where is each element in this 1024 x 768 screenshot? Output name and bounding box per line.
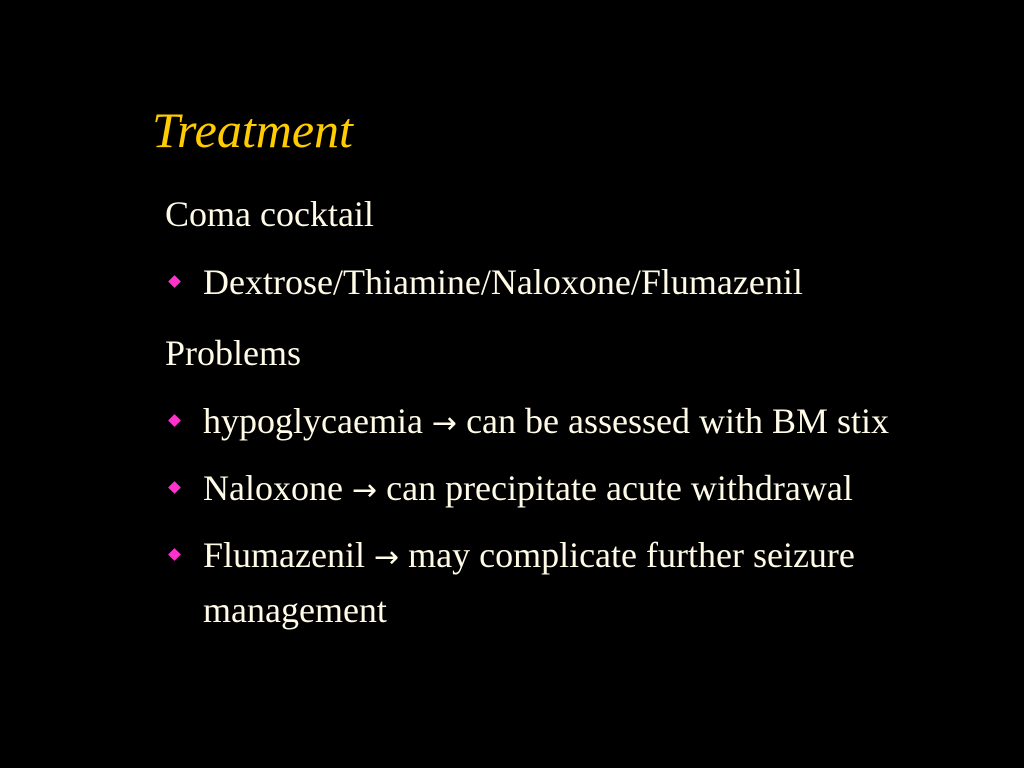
bullet-text: Dextrose/Thiamine/Naloxone/Flumazenil (203, 262, 803, 302)
bullet-lead: hypoglycaemia (203, 401, 423, 441)
right-arrow-icon: → (351, 473, 378, 508)
bullet-rest: can be assessed with BM stix (466, 401, 890, 441)
bullet-text (203, 395, 1015, 450)
diamond-bullet-icon (168, 548, 181, 561)
bullet-item (165, 462, 1015, 517)
diamond-bullet-icon (168, 275, 181, 288)
bullet-rest: may complicate further seizure management (203, 535, 855, 630)
bullet-item (165, 529, 1015, 637)
right-arrow-icon: → (431, 406, 458, 441)
bullet-lead: Naloxone (203, 468, 343, 508)
bullet-item (165, 395, 1015, 450)
diamond-bullet-icon (168, 414, 181, 427)
right-arrow-icon: → (373, 540, 400, 575)
slide-body (165, 190, 1015, 649)
bullet-item (165, 256, 1015, 309)
section-heading-coma-cocktail: Coma cocktail (165, 194, 374, 234)
diamond-bullet-icon (168, 481, 181, 494)
slide-title: Treatment (152, 102, 353, 158)
section-heading-problems: Problems (165, 333, 302, 373)
bullet-rest: can precipitate acute withdrawal (386, 468, 853, 508)
bullet-lead: Flumazenil (203, 535, 365, 575)
bullet-text (203, 462, 1015, 517)
bullet-text (203, 529, 1015, 637)
